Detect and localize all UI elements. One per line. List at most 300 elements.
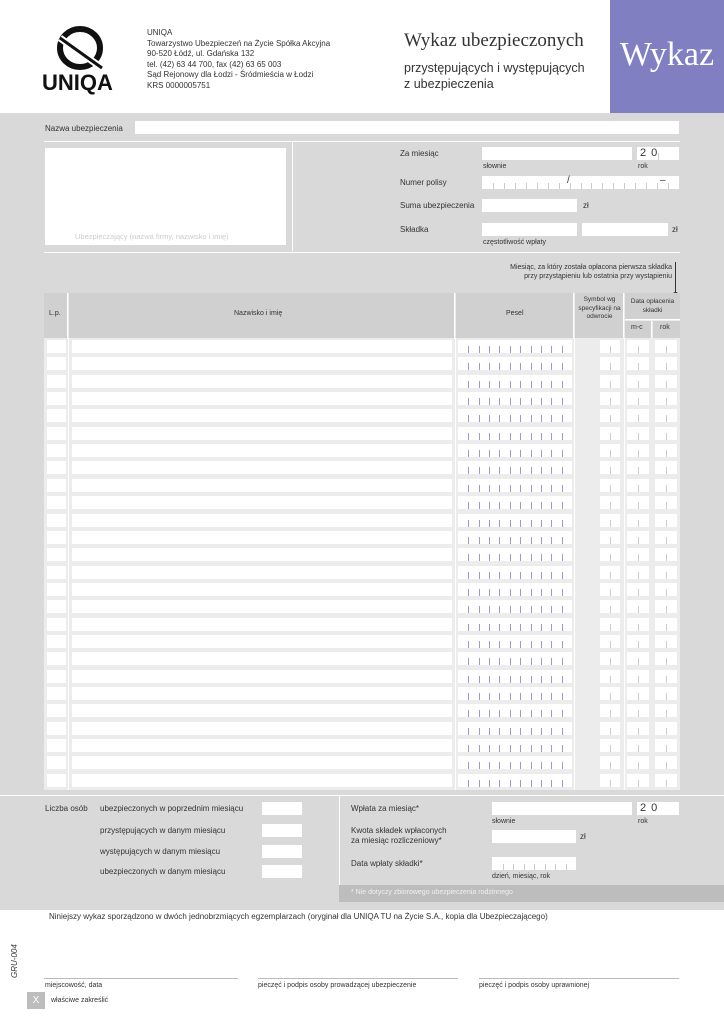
pesel-cell[interactable] bbox=[458, 357, 572, 370]
nazwisko-cell[interactable] bbox=[72, 600, 452, 613]
rok-cell[interactable] bbox=[655, 479, 677, 492]
kwota-label-1: Kwota składek wpłaconych bbox=[351, 826, 447, 835]
nazwisko-cell[interactable] bbox=[72, 531, 452, 544]
nazwisko-cell[interactable] bbox=[72, 340, 452, 353]
digit-separator bbox=[562, 589, 563, 596]
mc-cell[interactable] bbox=[627, 756, 649, 769]
wplata-slownie-label: słownie bbox=[492, 818, 516, 825]
digit-separator bbox=[489, 710, 490, 717]
mc-cell[interactable] bbox=[627, 739, 649, 752]
digit-separator bbox=[531, 606, 532, 613]
przystepujacych-input[interactable] bbox=[262, 824, 302, 837]
symbol-cell[interactable] bbox=[600, 600, 620, 613]
digit-separator bbox=[638, 467, 639, 474]
digit-separator bbox=[513, 864, 514, 870]
pesel-cell[interactable] bbox=[458, 479, 572, 492]
digit-separator bbox=[610, 762, 611, 769]
digit-separator bbox=[468, 572, 469, 579]
mc-cell[interactable] bbox=[627, 375, 649, 388]
wystepujacych-input[interactable] bbox=[262, 845, 302, 858]
nazwisko-cell[interactable] bbox=[72, 548, 452, 561]
lp-cell[interactable] bbox=[47, 340, 66, 353]
symbol-cell[interactable] bbox=[600, 444, 620, 457]
lp-cell[interactable] bbox=[47, 357, 66, 370]
kwota-input[interactable] bbox=[492, 830, 576, 843]
symbol-cell[interactable] bbox=[600, 409, 620, 422]
skladka-amount-input[interactable] bbox=[582, 223, 668, 236]
digit-separator bbox=[551, 762, 552, 769]
lp-cell[interactable] bbox=[47, 548, 66, 561]
rok-prefix: 2 0 bbox=[640, 147, 659, 159]
suma-input[interactable] bbox=[482, 199, 577, 212]
pesel-cell[interactable] bbox=[458, 687, 572, 700]
mc-cell[interactable] bbox=[627, 496, 649, 509]
poprzedni-label: ubezpieczonych w poprzednim miesiącu bbox=[100, 804, 244, 813]
nazwisko-cell[interactable] bbox=[72, 444, 452, 457]
pesel-cell[interactable] bbox=[458, 583, 572, 596]
rok-cell[interactable] bbox=[655, 687, 677, 700]
digit-separator bbox=[479, 554, 480, 561]
rok-cell[interactable] bbox=[655, 548, 677, 561]
digit-separator bbox=[559, 183, 560, 189]
digit-separator bbox=[468, 520, 469, 527]
mc-cell[interactable] bbox=[627, 479, 649, 492]
digit-separator bbox=[531, 641, 532, 648]
pesel-cell[interactable] bbox=[458, 722, 572, 735]
pesel-cell[interactable] bbox=[458, 514, 572, 527]
nazwisko-cell[interactable] bbox=[72, 392, 452, 405]
rok-cell[interactable] bbox=[655, 722, 677, 735]
digit-separator bbox=[468, 606, 469, 613]
digit-separator bbox=[468, 745, 469, 752]
mc-cell[interactable] bbox=[627, 514, 649, 527]
rok-cell[interactable] bbox=[655, 739, 677, 752]
digit-separator bbox=[468, 780, 469, 787]
mc-cell[interactable] bbox=[627, 583, 649, 596]
digit-separator bbox=[666, 502, 667, 509]
lp-cell[interactable] bbox=[47, 461, 66, 474]
divider bbox=[0, 795, 724, 796]
signature-line-2 bbox=[258, 978, 458, 979]
nazwisko-cell[interactable] bbox=[72, 704, 452, 717]
digit-separator bbox=[531, 363, 532, 370]
nazwisko-cell[interactable] bbox=[72, 670, 452, 683]
digit-separator bbox=[666, 485, 667, 492]
digit-separator bbox=[499, 381, 500, 388]
nazwa-ubezpieczenia-input[interactable] bbox=[135, 121, 679, 134]
column-divider bbox=[624, 338, 625, 790]
lp-cell[interactable] bbox=[47, 704, 66, 717]
lp-cell[interactable] bbox=[47, 496, 66, 509]
mc-cell[interactable] bbox=[627, 670, 649, 683]
pesel-cell[interactable] bbox=[458, 774, 572, 787]
digit-separator bbox=[666, 520, 667, 527]
nazwisko-cell[interactable] bbox=[72, 722, 452, 735]
symbol-cell[interactable] bbox=[600, 340, 620, 353]
table-row bbox=[44, 442, 680, 459]
digit-separator bbox=[510, 658, 511, 665]
nazwisko-cell[interactable] bbox=[72, 618, 452, 631]
digit-separator bbox=[489, 624, 490, 631]
digit-separator bbox=[537, 183, 538, 189]
rok-cell[interactable] bbox=[655, 635, 677, 648]
mc-cell[interactable] bbox=[627, 652, 649, 665]
digit-separator bbox=[479, 710, 480, 717]
nazwisko-cell[interactable] bbox=[72, 461, 452, 474]
digit-separator bbox=[562, 710, 563, 717]
digit-separator bbox=[510, 467, 511, 474]
lp-cell[interactable] bbox=[47, 739, 66, 752]
symbol-cell[interactable] bbox=[600, 479, 620, 492]
digit-separator bbox=[520, 745, 521, 752]
digit-separator bbox=[551, 554, 552, 561]
dzien-label: dzień, miesiąc, rok bbox=[492, 873, 550, 880]
rok-cell[interactable] bbox=[655, 357, 677, 370]
mc-cell[interactable] bbox=[627, 392, 649, 405]
pesel-cell[interactable] bbox=[458, 739, 572, 752]
nazwisko-cell[interactable] bbox=[72, 687, 452, 700]
pesel-cell[interactable] bbox=[458, 635, 572, 648]
ubezpieczonych-input[interactable] bbox=[262, 865, 302, 878]
pesel-cell[interactable] bbox=[458, 444, 572, 457]
lp-cell[interactable] bbox=[47, 774, 66, 787]
mc-cell[interactable] bbox=[627, 600, 649, 613]
digit-separator bbox=[551, 346, 552, 353]
digit-separator bbox=[531, 450, 532, 457]
wplata-slownie-input[interactable] bbox=[492, 802, 632, 815]
digit-separator bbox=[666, 641, 667, 648]
digit-separator bbox=[562, 780, 563, 787]
digit-separator bbox=[638, 780, 639, 787]
nazwisko-cell[interactable] bbox=[72, 652, 452, 665]
rok-cell[interactable] bbox=[655, 375, 677, 388]
symbol-cell[interactable] bbox=[600, 670, 620, 683]
digit-separator bbox=[638, 363, 639, 370]
column-divider bbox=[574, 338, 575, 790]
mc-cell[interactable] bbox=[627, 687, 649, 700]
lp-cell[interactable] bbox=[47, 600, 66, 613]
pesel-cell[interactable] bbox=[458, 670, 572, 683]
rok-cell[interactable] bbox=[655, 618, 677, 631]
nazwisko-cell[interactable] bbox=[72, 514, 452, 527]
rok-cell[interactable] bbox=[655, 531, 677, 544]
digit-separator bbox=[468, 658, 469, 665]
rok-cell[interactable] bbox=[655, 427, 677, 440]
digit-separator bbox=[479, 467, 480, 474]
symbol-cell[interactable] bbox=[600, 566, 620, 579]
pesel-cell[interactable] bbox=[458, 548, 572, 561]
digit-separator bbox=[510, 346, 511, 353]
digit-separator bbox=[666, 589, 667, 596]
digit-separator bbox=[479, 381, 480, 388]
digit-separator bbox=[520, 658, 521, 665]
nazwisko-cell[interactable] bbox=[72, 739, 452, 752]
lp-cell[interactable] bbox=[47, 618, 66, 631]
symbol-cell[interactable] bbox=[600, 687, 620, 700]
skladka-input[interactable] bbox=[482, 223, 577, 236]
ubezpieczajacy-input[interactable] bbox=[45, 148, 286, 245]
symbol-cell[interactable] bbox=[600, 427, 620, 440]
symbol-cell[interactable] bbox=[600, 357, 620, 370]
mc-cell[interactable] bbox=[627, 774, 649, 787]
digit-separator bbox=[541, 728, 542, 735]
col-pesel bbox=[456, 293, 574, 338]
pesel-cell[interactable] bbox=[458, 392, 572, 405]
col-mc-label: m-c bbox=[631, 324, 643, 331]
digit-separator bbox=[510, 589, 511, 596]
mc-cell[interactable] bbox=[627, 548, 649, 561]
czestotliwosc-label: częstotliwość wpłaty bbox=[483, 239, 547, 246]
digit-separator bbox=[531, 346, 532, 353]
digit-separator bbox=[489, 658, 490, 665]
symbol-cell[interactable] bbox=[600, 774, 620, 787]
digit-separator bbox=[562, 606, 563, 613]
pesel-cell[interactable] bbox=[458, 566, 572, 579]
nazwisko-cell[interactable] bbox=[72, 566, 452, 579]
lp-cell[interactable] bbox=[47, 479, 66, 492]
nazwisko-cell[interactable] bbox=[72, 496, 452, 509]
rok-cell[interactable] bbox=[655, 514, 677, 527]
symbol-cell[interactable] bbox=[600, 722, 620, 735]
digit-separator bbox=[489, 537, 490, 544]
pesel-cell[interactable] bbox=[458, 496, 572, 509]
lp-cell[interactable] bbox=[47, 531, 66, 544]
mc-cell[interactable] bbox=[627, 409, 649, 422]
numer-polisy-input[interactable] bbox=[482, 176, 679, 189]
nazwisko-cell[interactable] bbox=[72, 409, 452, 422]
symbol-cell[interactable] bbox=[600, 514, 620, 527]
digit-separator bbox=[520, 485, 521, 492]
table-row bbox=[44, 737, 680, 754]
pesel-cell[interactable] bbox=[458, 652, 572, 665]
pesel-cell[interactable] bbox=[458, 704, 572, 717]
mc-cell[interactable] bbox=[627, 722, 649, 735]
pesel-cell[interactable] bbox=[458, 461, 572, 474]
header bbox=[0, 0, 724, 113]
wplata-rok-input[interactable] bbox=[637, 802, 679, 815]
mc-cell[interactable] bbox=[627, 427, 649, 440]
nazwisko-cell[interactable] bbox=[72, 774, 452, 787]
digit-separator bbox=[468, 485, 469, 492]
rok-cell[interactable] bbox=[655, 496, 677, 509]
digit-separator bbox=[489, 572, 490, 579]
rok-cell[interactable] bbox=[655, 652, 677, 665]
nazwisko-cell[interactable] bbox=[72, 479, 452, 492]
poprzedni-input[interactable] bbox=[262, 802, 302, 815]
nazwisko-cell[interactable] bbox=[72, 635, 452, 648]
rok-cell[interactable] bbox=[655, 583, 677, 596]
digit-separator bbox=[520, 467, 521, 474]
digit-separator bbox=[541, 641, 542, 648]
lp-cell[interactable] bbox=[47, 566, 66, 579]
digit-separator bbox=[510, 433, 511, 440]
digit-separator bbox=[541, 658, 542, 665]
digit-separator bbox=[562, 745, 563, 752]
digit-separator bbox=[510, 762, 511, 769]
digit-separator bbox=[468, 762, 469, 769]
rok-cell[interactable] bbox=[655, 600, 677, 613]
skladka-label: Składka bbox=[400, 225, 429, 234]
col-lp-label: L.p. bbox=[49, 310, 61, 317]
nazwisko-cell[interactable] bbox=[72, 756, 452, 769]
za-miesiac-slownie-input[interactable] bbox=[482, 147, 632, 160]
digit-separator bbox=[666, 693, 667, 700]
pesel-cell[interactable] bbox=[458, 531, 572, 544]
digit-separator bbox=[520, 433, 521, 440]
symbol-cell[interactable] bbox=[600, 496, 620, 509]
miesiac-note-2: przy przystąpieniu lub ostatnia przy wystąpieniu bbox=[524, 273, 672, 280]
symbol-cell[interactable] bbox=[600, 739, 620, 752]
symbol-cell[interactable] bbox=[600, 704, 620, 717]
rok-cell[interactable] bbox=[655, 444, 677, 457]
rok-cell[interactable] bbox=[655, 670, 677, 683]
lp-cell[interactable] bbox=[47, 687, 66, 700]
za-miesiac-label: Za miesiąc bbox=[400, 149, 439, 158]
digit-separator bbox=[551, 415, 552, 422]
digit-separator bbox=[666, 624, 667, 631]
mc-cell[interactable] bbox=[627, 340, 649, 353]
rok-cell[interactable] bbox=[655, 340, 677, 353]
digit-separator bbox=[610, 728, 611, 735]
digit-separator bbox=[551, 520, 552, 527]
rok-cell[interactable] bbox=[655, 774, 677, 787]
mc-cell[interactable] bbox=[627, 444, 649, 457]
mc-cell[interactable] bbox=[627, 566, 649, 579]
zakreslic-label: właściwe zakreślić bbox=[51, 997, 109, 1004]
digit-separator bbox=[551, 589, 552, 596]
digit-separator bbox=[489, 415, 490, 422]
symbol-cell[interactable] bbox=[600, 583, 620, 596]
mc-cell[interactable] bbox=[627, 531, 649, 544]
digit-separator bbox=[520, 624, 521, 631]
symbol-cell[interactable] bbox=[600, 548, 620, 561]
digit-separator bbox=[638, 624, 639, 631]
digit-separator bbox=[551, 624, 552, 631]
digit-separator bbox=[551, 710, 552, 717]
za-miesiac-rok-input[interactable] bbox=[637, 147, 679, 160]
mc-cell[interactable] bbox=[627, 461, 649, 474]
lp-cell[interactable] bbox=[47, 756, 66, 769]
symbol-cell[interactable] bbox=[600, 618, 620, 631]
symbol-cell[interactable] bbox=[600, 375, 620, 388]
digit-separator bbox=[610, 693, 611, 700]
lp-cell[interactable] bbox=[47, 427, 66, 440]
digit-separator bbox=[666, 676, 667, 683]
digit-separator bbox=[610, 589, 611, 596]
nazwisko-cell[interactable] bbox=[72, 375, 452, 388]
mc-cell[interactable] bbox=[627, 357, 649, 370]
rok-cell[interactable] bbox=[655, 566, 677, 579]
digit-separator bbox=[499, 363, 500, 370]
digit-separator bbox=[531, 572, 532, 579]
lp-cell[interactable] bbox=[47, 514, 66, 527]
pesel-cell[interactable] bbox=[458, 340, 572, 353]
pesel-cell[interactable] bbox=[458, 427, 572, 440]
lp-cell[interactable] bbox=[47, 409, 66, 422]
digit-separator bbox=[520, 572, 521, 579]
nazwisko-cell[interactable] bbox=[72, 357, 452, 370]
digit-separator bbox=[610, 658, 611, 665]
lp-cell[interactable] bbox=[47, 583, 66, 596]
table-row bbox=[44, 407, 680, 424]
digit-separator bbox=[510, 624, 511, 631]
digit-separator bbox=[566, 864, 567, 870]
digit-separator bbox=[531, 381, 532, 388]
lp-cell[interactable] bbox=[47, 635, 66, 648]
mc-cell[interactable] bbox=[627, 704, 649, 717]
nazwisko-cell[interactable] bbox=[72, 583, 452, 596]
miesiac-note-1: Miesiąc, za który została opłacona pierwsza składka bbox=[510, 264, 672, 271]
lp-cell[interactable] bbox=[47, 722, 66, 735]
digit-separator bbox=[489, 693, 490, 700]
page-subtitle bbox=[404, 60, 585, 92]
rok-cell[interactable] bbox=[655, 704, 677, 717]
digit-separator bbox=[531, 624, 532, 631]
symbol-cell[interactable] bbox=[600, 531, 620, 544]
table-row bbox=[44, 772, 680, 789]
pesel-cell[interactable] bbox=[458, 756, 572, 769]
digit-separator bbox=[666, 780, 667, 787]
lp-cell[interactable] bbox=[47, 444, 66, 457]
rok-cell[interactable] bbox=[655, 461, 677, 474]
digit-separator bbox=[666, 572, 667, 579]
digit-separator bbox=[489, 641, 490, 648]
digit-separator bbox=[479, 346, 480, 353]
symbol-cell[interactable] bbox=[600, 635, 620, 648]
digit-separator bbox=[610, 415, 611, 422]
digit-separator bbox=[551, 658, 552, 665]
digit-separator bbox=[499, 398, 500, 405]
symbol-cell[interactable] bbox=[600, 756, 620, 769]
mc-cell[interactable] bbox=[627, 618, 649, 631]
rok-cell[interactable] bbox=[655, 392, 677, 405]
digit-separator bbox=[666, 450, 667, 457]
digit-separator bbox=[489, 398, 490, 405]
symbol-cell[interactable] bbox=[600, 652, 620, 665]
digit-separator bbox=[541, 363, 542, 370]
symbol-cell[interactable] bbox=[600, 392, 620, 405]
data-wplaty-input[interactable] bbox=[492, 857, 576, 870]
table-row bbox=[44, 685, 680, 702]
lp-cell[interactable] bbox=[47, 392, 66, 405]
symbol-cell[interactable] bbox=[600, 461, 620, 474]
pesel-cell[interactable] bbox=[458, 375, 572, 388]
table-row bbox=[44, 373, 680, 390]
table-row bbox=[44, 598, 680, 615]
nazwisko-cell[interactable] bbox=[72, 427, 452, 440]
digit-separator bbox=[531, 520, 532, 527]
digit-separator bbox=[499, 589, 500, 596]
table-row bbox=[44, 529, 680, 546]
rok-cell[interactable] bbox=[655, 756, 677, 769]
pieczec-1-label: pieczęć i podpis osoby prowadzącej ubezpieczenie bbox=[258, 982, 417, 989]
signature-line-3 bbox=[479, 978, 679, 979]
table-row bbox=[44, 355, 680, 372]
rok-digit-separator bbox=[658, 153, 659, 160]
pesel-cell[interactable] bbox=[458, 600, 572, 613]
x-marker: X bbox=[27, 992, 45, 1009]
col-data-label: Data opłacenia składki bbox=[630, 298, 675, 314]
rok-cell[interactable] bbox=[655, 409, 677, 422]
digit-separator bbox=[531, 728, 532, 735]
lp-cell[interactable] bbox=[47, 375, 66, 388]
pesel-cell[interactable] bbox=[458, 618, 572, 631]
pesel-cell[interactable] bbox=[458, 409, 572, 422]
digit-separator bbox=[666, 554, 667, 561]
lp-cell[interactable] bbox=[47, 652, 66, 665]
lp-cell[interactable] bbox=[47, 670, 66, 683]
mc-cell[interactable] bbox=[627, 635, 649, 648]
